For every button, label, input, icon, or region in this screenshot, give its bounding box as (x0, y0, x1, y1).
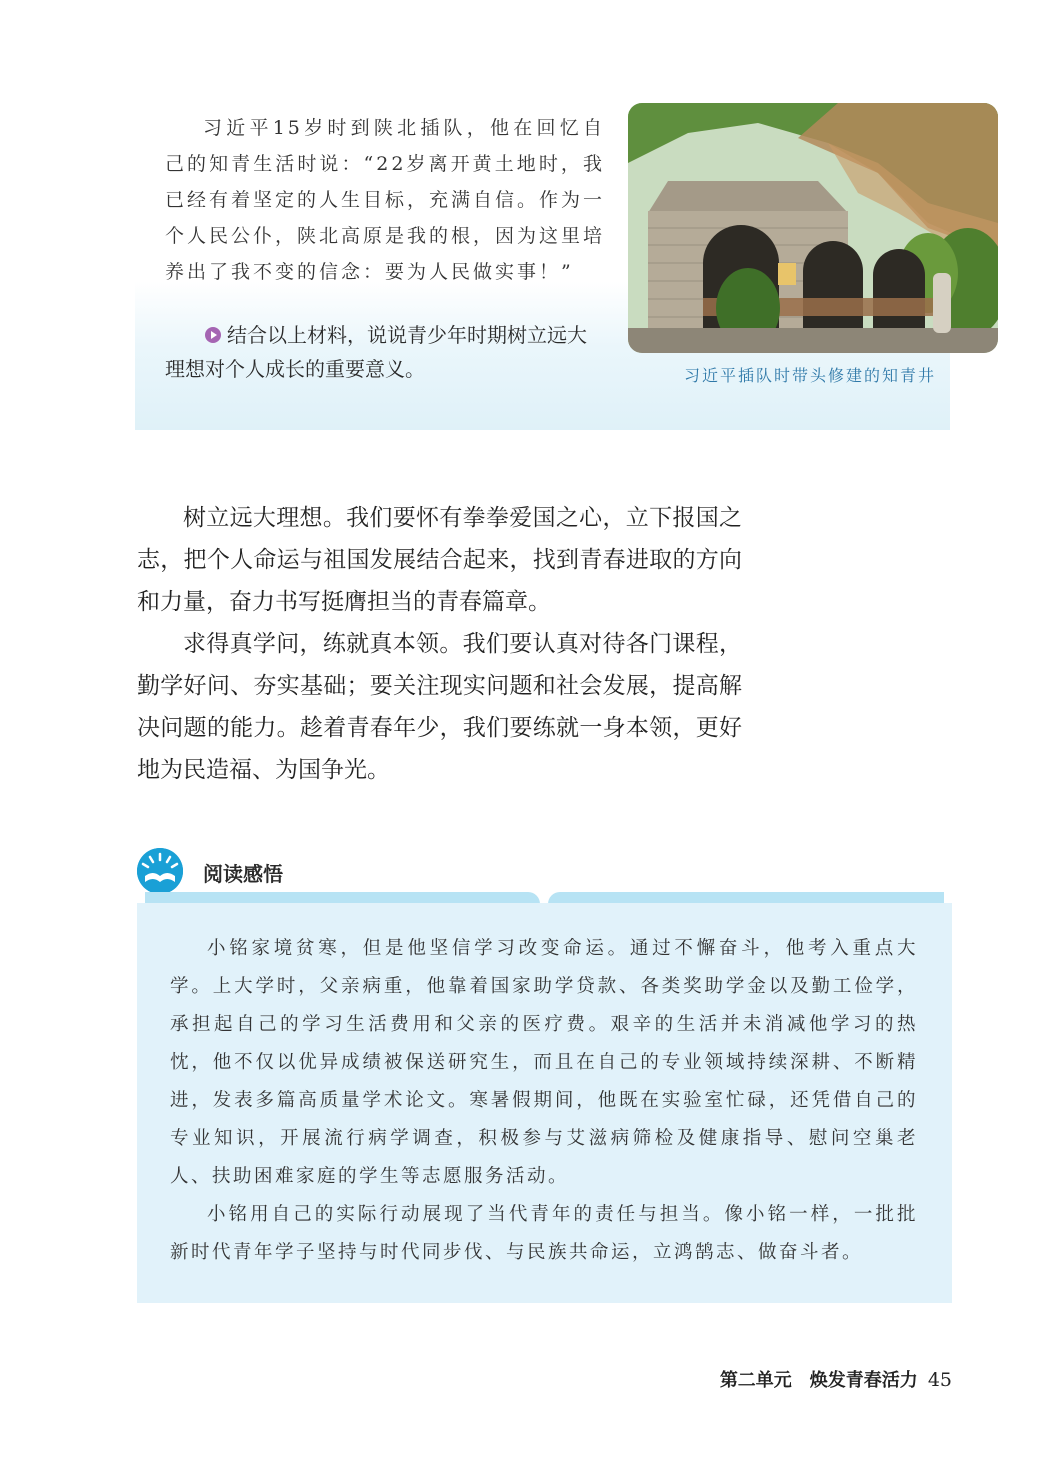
photo-illustration (628, 103, 998, 353)
play-circle-icon (205, 327, 221, 343)
page-number: 45 (927, 1369, 952, 1391)
reading-title: 阅读感悟 (203, 862, 283, 886)
book-sunrise-icon (137, 848, 183, 894)
unit-title: 第二单元 焕发青春活力 (719, 1370, 918, 1391)
photo-zhiqing-well (628, 103, 998, 353)
reading-text (170, 930, 918, 1272)
material-text (165, 110, 605, 290)
question-prompt (165, 318, 605, 386)
question-text: 结合以上材料，说说青少年时期树立远大理想对个人成长的重要意义。 (165, 323, 587, 381)
photo-caption: 习近平插队时带头修建的知青井 (683, 366, 936, 385)
reading-paragraph-1: 小铭家境贫寒，但是他坚信学习改变命运。通过不懈奋斗，他考入重点大学。上大学时，父亲病重，他靠着国家助学贷款、各类奖助学金以及勤工俭学，承担起自己的学习生活费用和父亲的医疗费。艰辛的生活并未消减他学习的热忱，他不仅以优异成绩被保送研究生，而且在自己的专业领域持续深耕、不断精进，发表多篇高质量学术论文。寒暑假期间，他既在实验室忙碌，还凭借自己的专业知识，开展流行病学调查，积极参与艾滋病筛检及健康指导、慰问空巢老人、扶助困难家庭的学生等志愿服务活动。 (170, 938, 918, 1187)
main-paragraph-2: 求得真学问，练就真本领。我们要认真对待各门课程，勤学好问、夯实基础；要关注现实问题和社会发展，提高解决问题的能力。趁着青春年少，我们要练就一身本领，更好地为民造福、为国争光。 (137, 631, 742, 783)
page-footer (600, 1366, 952, 1392)
main-body (137, 497, 742, 791)
material-paragraph: 习近平15岁时到陕北插队，他在回忆自己的知青生活时说：“22岁离开黄土地时，我已经有着坚定的人生目标，充满自信。作为一个人民公仆，陕北高原是我的根，因为这里培养出了我不变的信念：要为人民做实事！” (165, 117, 606, 283)
main-paragraph-1: 树立远大理想。我们要怀有拳拳爱国之心，立下报国之志，把个人命运与祖国发展结合起来，找到青春进取的方向和力量，奋力书写挺膺担当的青春篇章。 (137, 505, 742, 615)
reading-paragraph-2: 小铭用自己的实际行动展现了当代青年的责任与担当。像小铭一样，一批批新时代青年学子坚持与时代同步伐、与民族共命运，立鸿鹄志、做奋斗者。 (170, 1204, 918, 1263)
